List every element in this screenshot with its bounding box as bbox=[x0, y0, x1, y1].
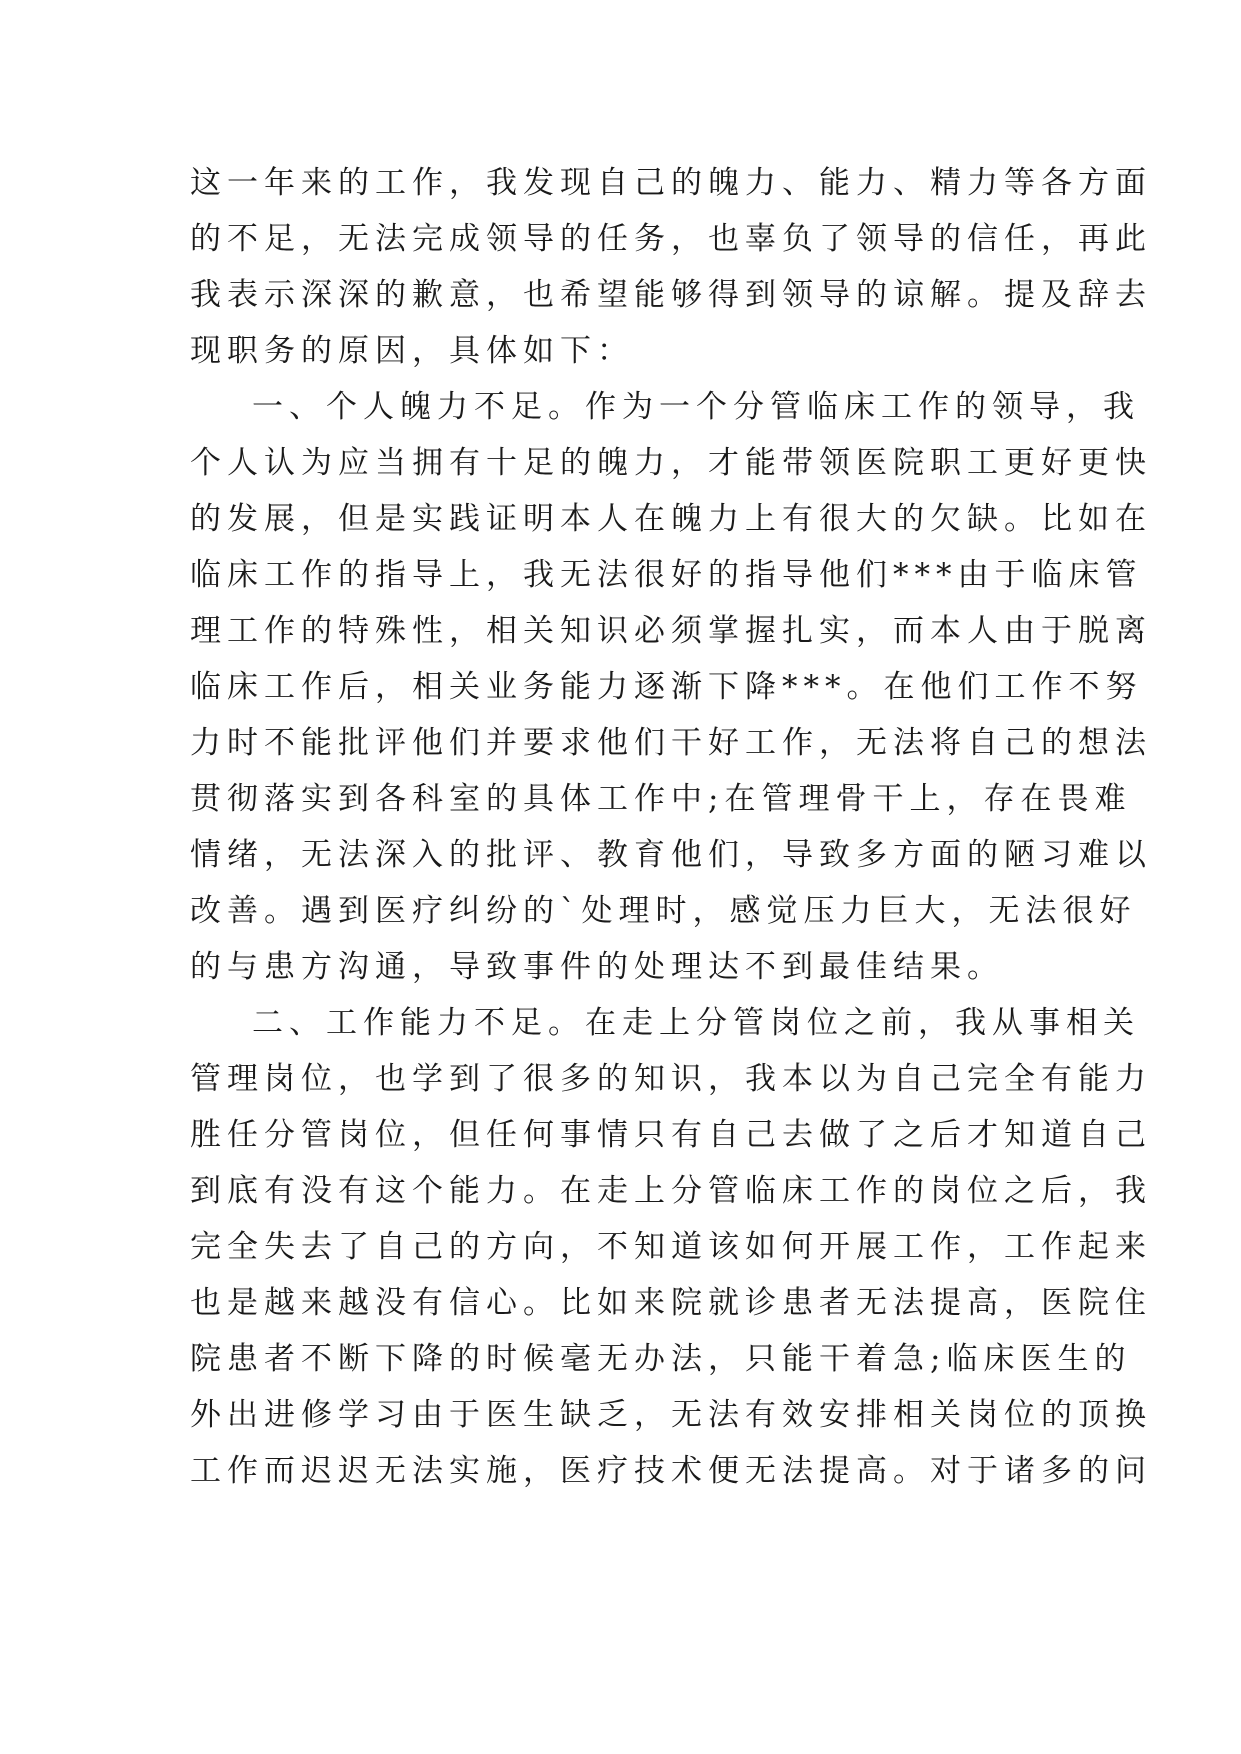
text-line: 的发展，但是实践证明本人在魄力上有很大的欠缺。比如在 bbox=[190, 501, 1152, 537]
text-line: 管理岗位，也学到了很多的知识，我本以为自己完全有能力 bbox=[190, 1061, 1152, 1097]
document-body bbox=[190, 155, 1152, 1499]
text-line: 的与患方沟通，导致事件的处理达不到最佳结果。 bbox=[190, 949, 1004, 985]
paragraph-first-line: 一、个人魄力不足。作为一个分管临床工作的领导，我 bbox=[252, 389, 1140, 425]
text-line: 完全失去了自己的方向，不知道该如何开展工作，工作起来 bbox=[190, 1229, 1152, 1265]
text-line: 外出进修学习由于医生缺乏，无法有效安排相关岗位的顶换 bbox=[190, 1397, 1152, 1433]
text-line: 改善。遇到医疗纠纷的`处理时，感觉压力巨大，无法很好 bbox=[190, 893, 1137, 929]
text-line: 个人认为应当拥有十足的魄力，才能带领医院职工更好更快 bbox=[190, 445, 1152, 481]
text-line: 我表示深深的歉意，也希望能够得到领导的谅解。提及辞去 bbox=[190, 277, 1152, 313]
text-line: 到底有没有这个能力。在走上分管临床工作的岗位之后，我 bbox=[190, 1173, 1152, 1209]
text-line: 临床工作后，相关业务能力逐渐下降***。在他们工作不努 bbox=[190, 669, 1143, 705]
text-line: 的不足，无法完成领导的任务，也辜负了领导的信任，再此 bbox=[190, 221, 1152, 257]
text-line: 院患者不断下降的时候毫无办法，只能干着急;临床医生的 bbox=[190, 1341, 1132, 1377]
text-line: 力时不能批评他们并要求他们干好工作，无法将自己的想法 bbox=[190, 725, 1152, 761]
paragraph-first-line: 二、工作能力不足。在走上分管岗位之前，我从事相关 bbox=[252, 1005, 1140, 1041]
text-line: 也是越来越没有信心。比如来院就诊患者无法提高，医院住 bbox=[190, 1285, 1152, 1321]
text-line: 理工作的特殊性，相关知识必须掌握扎实，而本人由于脱离 bbox=[190, 613, 1152, 649]
text-line: 现职务的原因，具体如下： bbox=[190, 333, 634, 369]
text-line: 贯彻落实到各科室的具体工作中;在管理骨干上，存在畏难 bbox=[190, 781, 1132, 817]
text-line: 工作而迟迟无法实施，医疗技术便无法提高。对于诸多的问 bbox=[190, 1453, 1152, 1489]
text-line: 这一年来的工作，我发现自己的魄力、能力、精力等各方面 bbox=[190, 165, 1152, 201]
text-line: 胜任分管岗位，但任何事情只有自己去做了之后才知道自己 bbox=[190, 1117, 1152, 1153]
text-line: 临床工作的指导上，我无法很好的指导他们***由于临床管 bbox=[190, 557, 1143, 593]
text-line: 情绪，无法深入的批评、教育他们，导致多方面的陋习难以 bbox=[190, 837, 1152, 873]
